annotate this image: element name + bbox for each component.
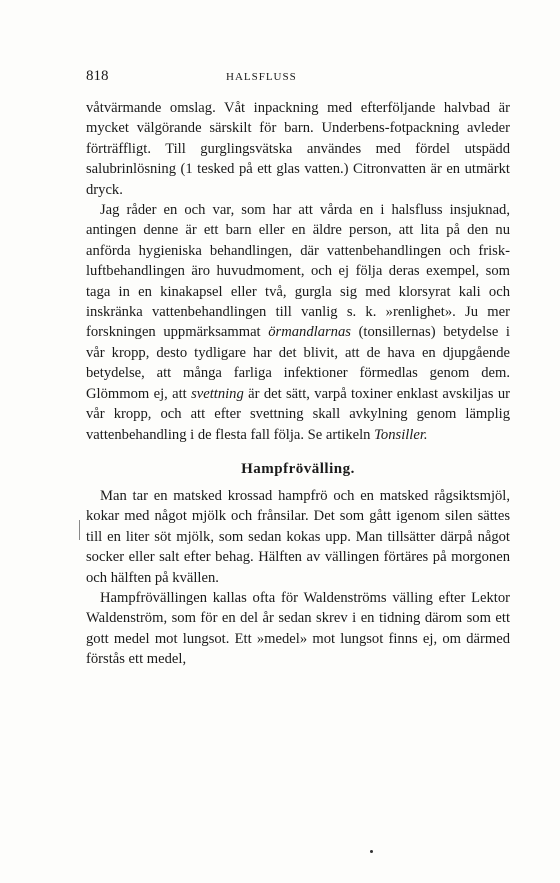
paragraph-3: Man tar en matsked krossad hampfrö och en matsked rågsiktsmjöl, kokar med något mjölk och frånsilar. Det som gått igenom silen sättes till en liter söt mjölk, som sedan kokas upp. Man tillsätter därpå något socker eller salt efter behag. Hälften av vällingen förtäres på morgonen och hälften på kvällen. <box>86 487 510 586</box>
margin-mark <box>79 520 80 540</box>
page-header <box>86 68 510 98</box>
paragraph-2 <box>86 200 510 445</box>
paragraph-2-text-a: Jag råder en och var, som har att vårda en i halsfluss insjuknad, antingen denne är ett barn eller en äldre person, att lita på den nu anförda hygieniska behandlingen, där vattenbehandlingen och frisk-luftbehandlingen äro huvudmoment, och ej följa deras exempel, som taga in en kinakapsel eller två, gurgla sig med klorsyrat kali och inskränka vattenbehandlingen till vanlig s. k. »renlighet». Ju mer forskningen uppmärksammat <box>86 202 510 341</box>
emphasis-svettning: svettning <box>191 385 244 402</box>
emphasis-tonsiller: Tonsiller. <box>374 426 428 443</box>
page-number: 818 <box>86 68 109 84</box>
book-page <box>86 68 510 670</box>
print-speck <box>370 850 373 853</box>
paragraph-4: Hampfrövällingen kallas ofta för Waldenströms välling efter Lektor Waldenström, som för en del år sedan skrev i en tidning därom som ett gott medel mot lungsot. Ett »medel» mot lungsot finns ej, om därmed förstås ett medel, <box>86 589 510 668</box>
section-title: Hampfrövälling. <box>241 460 355 477</box>
paragraph-2-text-c: är det sätt, varpå toxiner enklast avskiljas ur vår kropp, och att efter svettning skall avkylning genom lämplig vattenbehandling i de flesta fall följa. Se artikeln <box>86 385 510 443</box>
running-head: HALSFLUSS <box>226 71 297 83</box>
paragraph-2-text-b: (tonsillernas) betydelse i vår kropp, desto tydligare har det blivit, att de hava en djupgående betydelse, att många farliga infektioner förmedlas genom dem. Glömmom ej, att <box>86 324 510 402</box>
emphasis-ormandlarnas: örmandlarnas <box>268 324 351 341</box>
paragraph-1: våtvärmande omslag. Våt inpackning med efterföljande halvbad är mycket välgörande särskilt för barn. Underbens-fotpackning avleder förträffligt. Till gurglingsvätska användes med fördel utspädd salubrinlösning (1 tesked på ett glas vatten.) Citronvatten är en utmärkt dryck. <box>86 100 510 198</box>
